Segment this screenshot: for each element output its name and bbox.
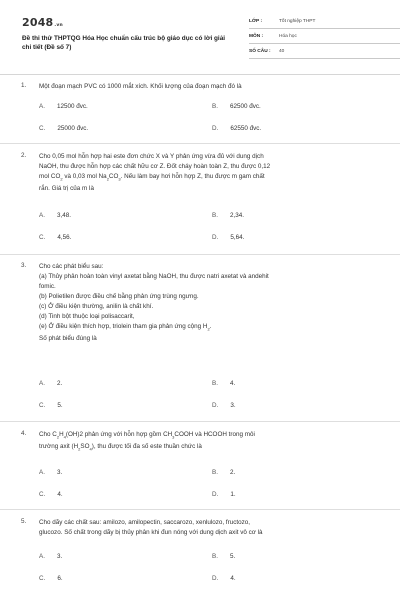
option-d[interactable]: D. 1.: [212, 491, 236, 498]
exam-header: [22, 14, 382, 64]
option-b[interactable]: B. 62500 đvc.: [212, 103, 261, 110]
option-b[interactable]: B. 2,34.: [212, 212, 244, 219]
option-a[interactable]: A. 3,48.: [39, 212, 71, 219]
option-b[interactable]: B. 2.: [212, 469, 236, 476]
question-stem: Cho 0,05 mol hỗn hợp hai este đơn chức X và Y phản ứng vừa đủ với dung dịch NaOH, thu được hỗn hợp các chất hữu cơ Z. Đốt cháy hoàn toàn Z, thu được 0,12 mol $CO_2$ và 0,03 mol $Na_2CO_3$. Nếu làm bay hơi hỗn hợp Z, thu được m gam chất rắn. Giá trị của m là: [39, 153, 271, 193]
site-logo[interactable]: 2048.vn: [22, 16, 63, 29]
option-a[interactable]: A. 12500 đvc.: [39, 103, 88, 110]
option-d[interactable]: D. 5,64.: [212, 234, 245, 241]
option-c[interactable]: C. 5.: [39, 402, 63, 409]
question-number: 5.: [21, 518, 27, 525]
question-divider: [0, 421, 400, 422]
exam-meta: [249, 14, 400, 59]
option-c[interactable]: C. 4,56.: [39, 234, 72, 241]
option-b[interactable]: B. 4.: [212, 380, 236, 387]
question-divider: [0, 143, 400, 144]
option-d[interactable]: D. 4.: [212, 575, 236, 582]
option-c[interactable]: C. 6.: [39, 575, 63, 582]
question-divider: [0, 254, 400, 255]
meta-question-count: SỐ CÂU : 40: [249, 44, 400, 59]
question-number: 1.: [21, 82, 27, 89]
question-number: 3.: [21, 262, 27, 269]
option-c[interactable]: C. 4.: [39, 491, 63, 498]
option-a[interactable]: A. 2.: [39, 380, 63, 387]
question-stem: Cho các phát biểu sau: (a) Thủy phân hoàn toàn vinyl axetat bằng NaOH, thu được natri axetat và andehit fomic. (b) Polietilen được điều chế bằng phản ứng trùng ngưng. (c) Ở điều kiện thường, anilin là chất khí. (d) Tinh bột thuộc loại polisaccarit, (e) Ở điều kiện thích hợp, triolein tham gia phản ứng cộng $H_2$. Số phát biểu đúng là: [39, 263, 269, 343]
question-stem: Cho $C_2H_4(OH)2$ phản ứng với hỗn hợp gồm $CH_3COOH$ và HCOOH trong môi trường axit $(H_2SO_4)$, thu được tối đa số este thuần chức là: [39, 431, 255, 452]
question-stem: Cho dãy các chất sau: amilozo, amilopectin, saccarozo, xenlulozo, fructozo, glucozo. Số chất trong dãy bị thủy phân khi đun nóng với dung dịch axit vô cơ là: [39, 519, 263, 536]
option-a[interactable]: A. 3.: [39, 553, 63, 560]
question-divider: [0, 509, 400, 510]
question-stem: Một đoạn mạch PVC có 1000 mắt xích. Khối lượng của đoạn mạch đó là: [39, 83, 242, 90]
meta-class: LỚP : Tốt nghiệp THPT: [249, 14, 400, 29]
question-number: 2.: [21, 152, 27, 159]
question-number: 4.: [21, 430, 27, 437]
header-divider: [0, 74, 400, 75]
option-b[interactable]: B. 5.: [212, 553, 236, 560]
option-c[interactable]: C. 25000 đvc.: [39, 125, 89, 132]
option-a[interactable]: A. 3.: [39, 469, 63, 476]
exam-title: Đề thi thử THPTQG Hóa Học chuẩn cấu trúc bộ giáo dục có lời giải chi tiết (Đề số 7): [22, 35, 226, 51]
option-d[interactable]: D. 3.: [212, 402, 236, 409]
option-d[interactable]: D. 62550 đvc.: [212, 125, 262, 132]
meta-subject: MÔN : Hóa học: [249, 29, 400, 44]
